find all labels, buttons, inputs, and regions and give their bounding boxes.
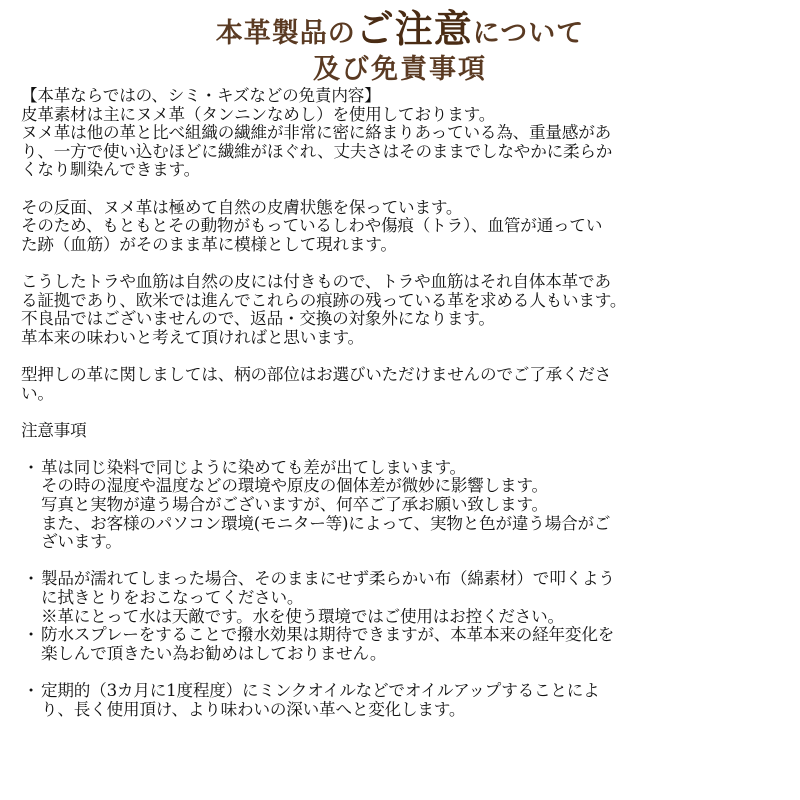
notes-heading: 注意事項 xyxy=(21,420,87,440)
intro-paragraph xyxy=(21,87,783,180)
reverse-paragraph xyxy=(21,199,783,255)
text-line: ヌメ革は他の革と比べ組織の繊維が非常に密に絡まりあっている為、重量感があ xyxy=(21,123,612,143)
bullet-marker: ・ xyxy=(22,625,40,645)
text-line: 皮革素材は主にヌメ革（タンニンなめし）を使用しております。 xyxy=(21,104,496,124)
text-line: くなり馴染んできます。 xyxy=(21,160,201,180)
text-line: 製品が濡れてしまった場合、そのままにせず柔らかい布（綿素材）で叩くよう xyxy=(41,569,615,589)
embossed-paragraph xyxy=(21,366,783,403)
text-line: 型押しの革に関しましては、柄の部位はお選びいただけませんのでご了承くださ xyxy=(21,364,612,384)
text-line: そのため、もともとその動物がもっているしわや傷痕（トラ）、血管が通ってい xyxy=(21,216,603,236)
title-emphasis: ご注意 xyxy=(355,6,473,51)
bullet-item xyxy=(21,570,783,626)
text-line: り、一方で使い込むほどに繊維がほぐれ、丈夫さはそのままでしなやかに柔らか xyxy=(21,141,613,161)
bullet-marker: ・ xyxy=(22,569,40,589)
text-line: に拭きとりをおこなってください。 xyxy=(41,588,304,608)
spacer xyxy=(21,552,783,571)
text-line: た跡（血筋）がそのまま革に模様として現れます。 xyxy=(21,234,397,254)
text-line: 楽しんで頂きたい為お勧めはしておりません。 xyxy=(41,643,387,663)
text-line: 防水スプレーをすることで撥水効果は期待できますが、本革本来の経年変化を xyxy=(41,625,615,645)
text-line: る証拠であり、欧米では進んでこれらの痕跡の残っている革を求める人もいます。 xyxy=(21,290,627,310)
text-line: 定期的（3カ月に1度程度）にミンクオイルなどでオイルアップすることによ xyxy=(41,681,600,700)
spacer xyxy=(21,347,783,366)
text-line: その反面、ヌメ革は極めて自然の皮膚状態を保っています。 xyxy=(21,197,463,217)
spacer xyxy=(21,440,783,459)
text-line: 写真と実物が違う場合がございますが、何卒ご了承お願い致します。 xyxy=(41,495,548,515)
text-line: こうしたトラや血筋は自然の皮には付きもので、トラや血筋はそれ自体本革であ xyxy=(21,271,611,291)
text-line: 革本来の味わいと考えて頂ければと思います。 xyxy=(21,327,364,347)
text-line: い。 xyxy=(21,383,54,403)
text-line: ※革にとって水は天敵です。水を使う環境ではご使用はお控ください。 xyxy=(41,606,564,626)
text-line: また、お客様のパソコン環境(モニター等)によって、実物と色が違う場合がご xyxy=(41,513,611,533)
bullet-marker: ・ xyxy=(22,681,40,700)
evidence-paragraph xyxy=(21,273,783,347)
spacer xyxy=(21,254,783,273)
page-subtitle: 及び免責事項 xyxy=(313,54,487,85)
text-line: り、長く使用頂け、より味わいの深い革へと変化します。 xyxy=(41,699,466,719)
text-line: 不良品ではございませんので、返品・交換の対象外になります。 xyxy=(21,309,495,329)
title-part1: 本革製品の xyxy=(215,18,356,49)
bullet-marker: ・ xyxy=(22,457,40,477)
text-line: その時の湿度や温度などの環境や原皮の個体差が微妙に影響します。 xyxy=(41,476,548,496)
page-header xyxy=(0,6,800,87)
spacer xyxy=(21,663,783,682)
bullet-item xyxy=(21,459,783,552)
spacer xyxy=(21,180,783,199)
bullet-item xyxy=(21,626,783,663)
text-line: 【本革ならではの、シミ・キズなどの免責内容】 xyxy=(21,86,381,105)
spacer xyxy=(21,403,783,422)
text-line: ざいます。 xyxy=(41,532,122,552)
title-part3: について xyxy=(472,18,585,49)
text-line: 革は同じ染料で同じように染めても差が出てしまいます。 xyxy=(41,457,466,477)
document-body xyxy=(21,87,783,719)
bullet-item xyxy=(21,682,783,719)
page-title xyxy=(0,6,800,53)
